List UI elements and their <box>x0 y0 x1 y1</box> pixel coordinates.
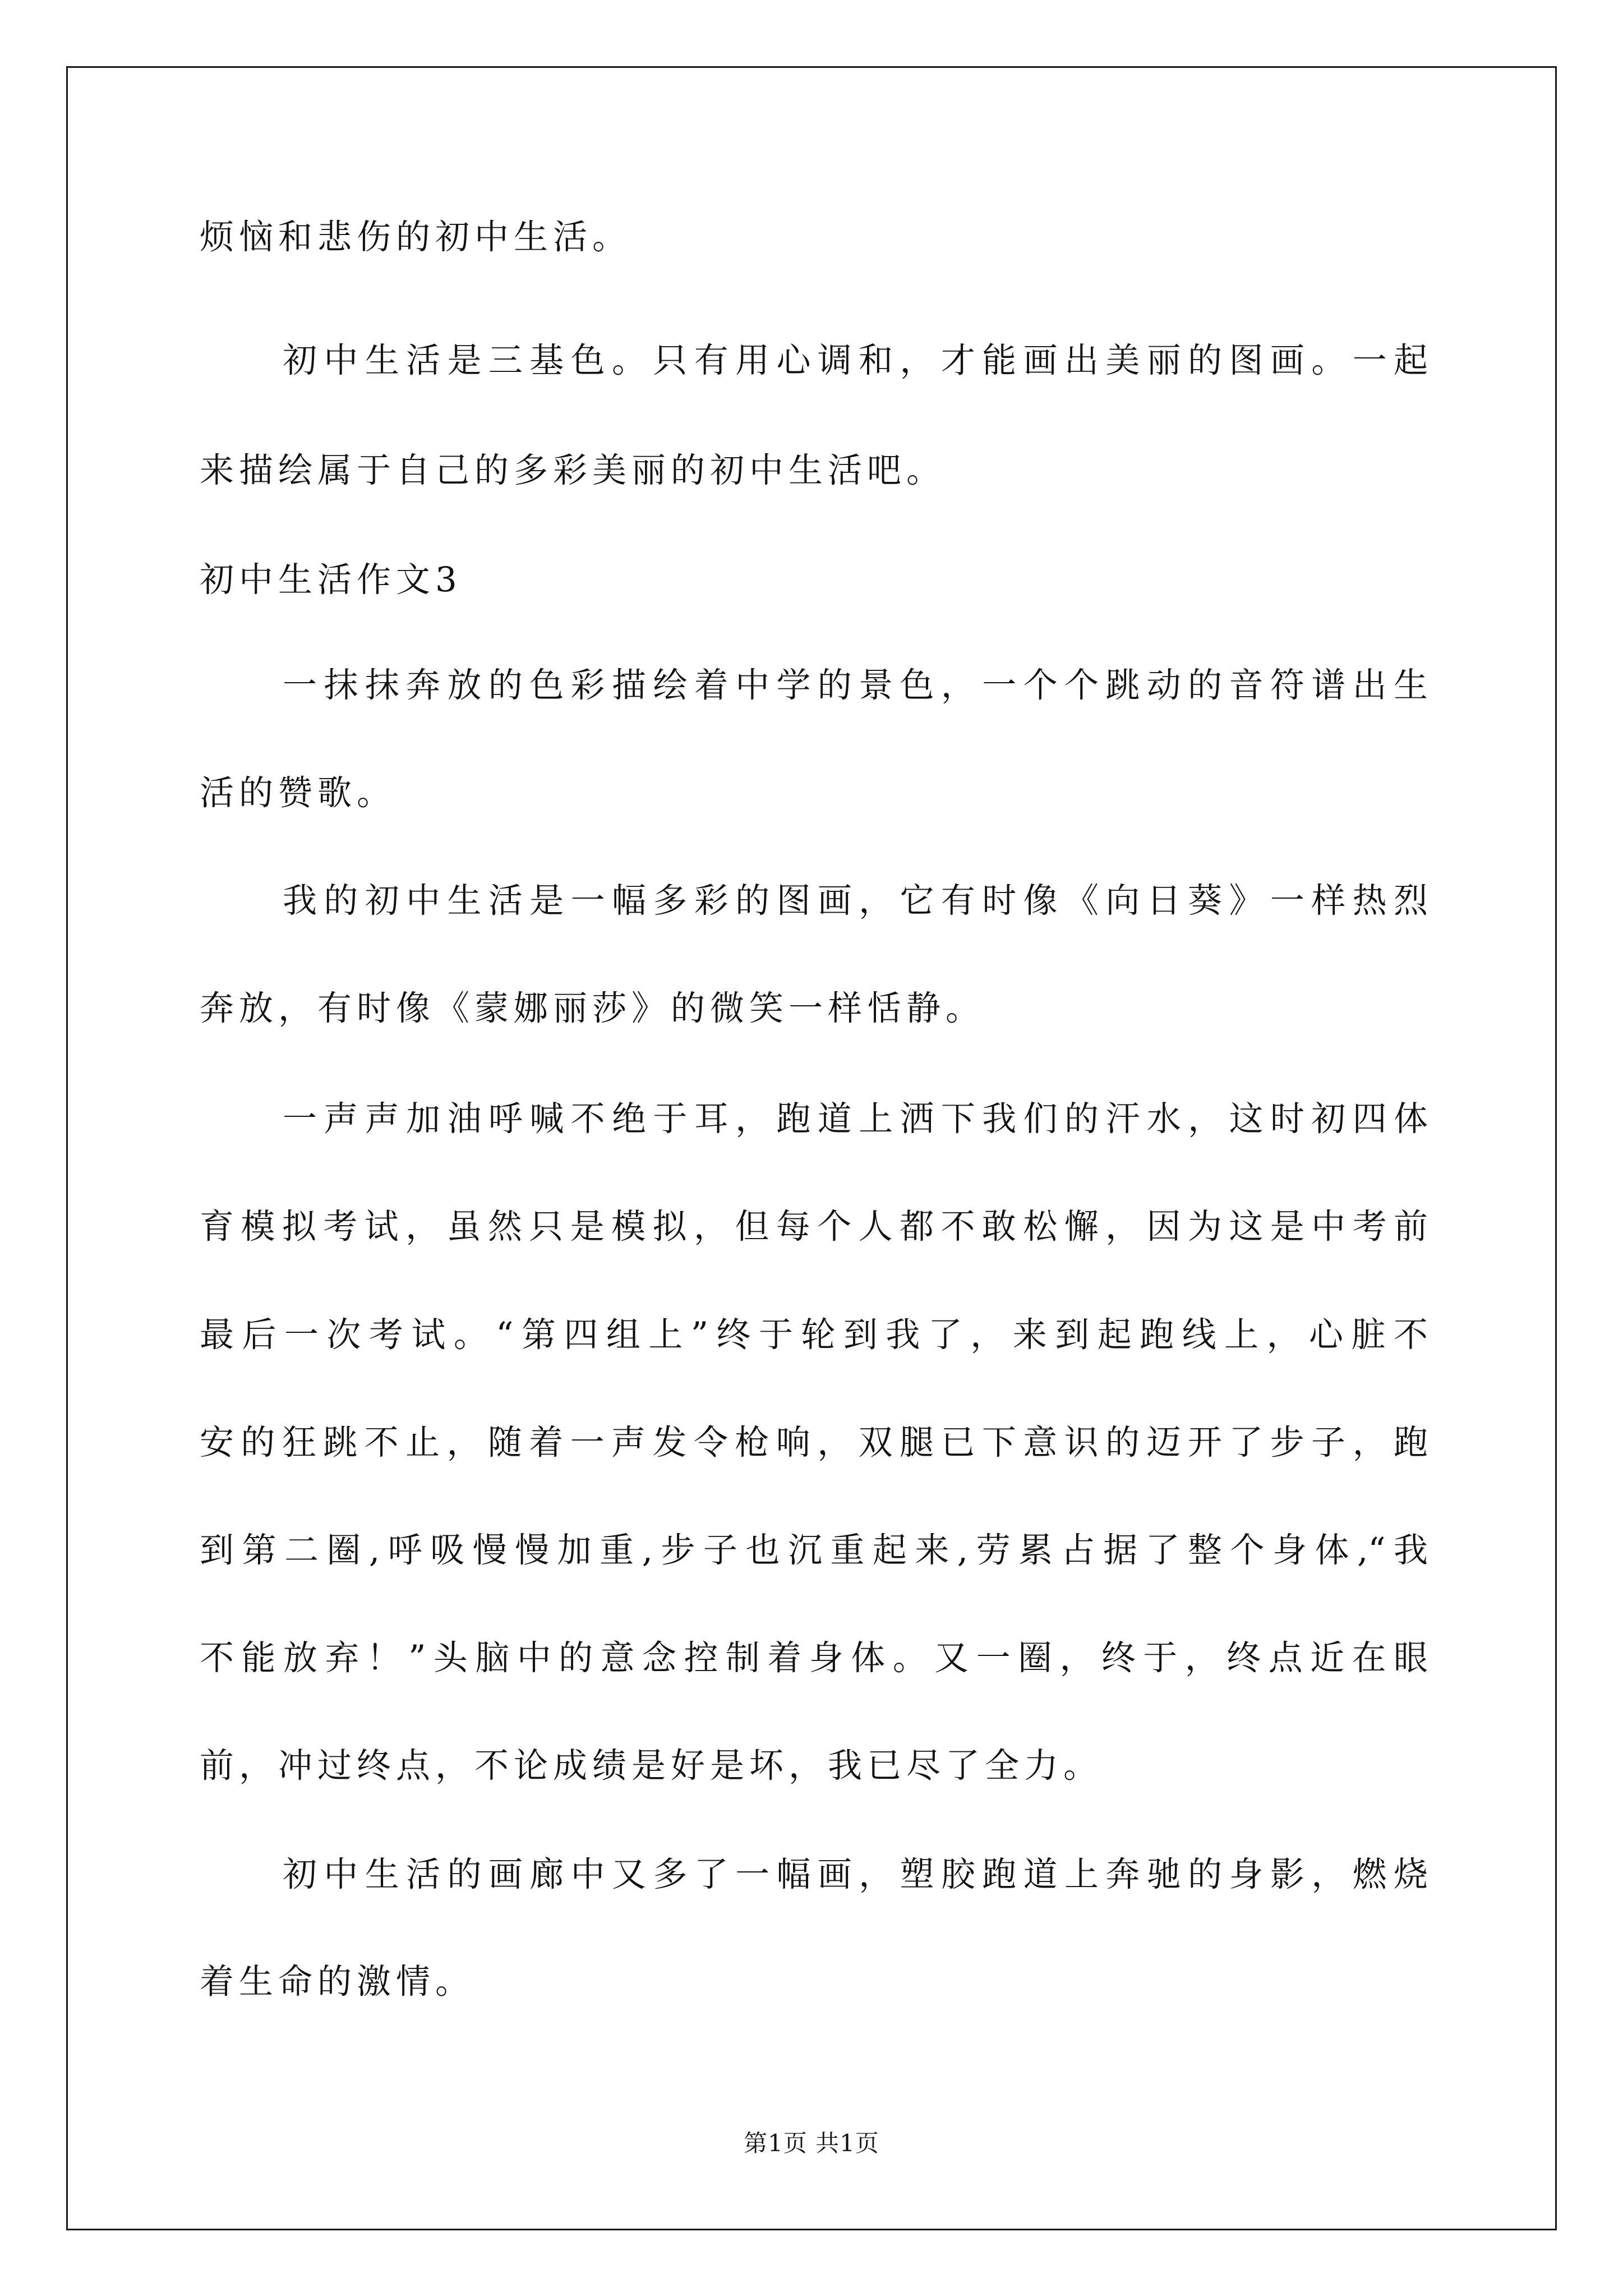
paragraph-line: 最后一次考试。“第四组上”终于轮到我了，来到起跑线上，心脏不 <box>200 1315 1428 1355</box>
paragraph-line: 育模拟考试，虽然只是模拟，但每个人都不敢松懈，因为这是中考前 <box>200 1207 1428 1246</box>
paragraph-line: 烦恼和悲伤的初中生活。 <box>200 217 632 257</box>
paragraph-line: 活的赞歌。 <box>200 773 396 813</box>
paragraph-line: 不能放弃！”头脑中的意念控制着身体。又一圈，终于，终点近在眼 <box>200 1638 1428 1678</box>
paragraph-line: 奔放，有时像《蒙娜丽莎》的微笑一样恬静。 <box>200 988 985 1028</box>
page-border <box>66 66 1557 2230</box>
paragraph-line: 初中生活的画廊中又多了一幅画，塑胶跑道上奔驰的身影，燃烧 <box>283 1855 1428 1894</box>
paragraph-line: 前，冲过终点，不论成绩是好是坏，我已尽了全力。 <box>200 1746 1103 1786</box>
paragraph-line: 到第二圈,呼吸慢慢加重,步子也沉重起来,劳累占据了整个身体,“我 <box>200 1530 1428 1570</box>
section-heading: 初中生活作文3 <box>200 560 462 600</box>
paragraph-line: 一声声加油呼喊不绝于耳，跑道上洒下我们的汗水，这时初四体 <box>283 1099 1428 1139</box>
page-footer: 第1页 共1页 <box>744 2129 879 2157</box>
paragraph-line: 初中生活是三基色。只有用心调和，才能画出美丽的图画。一起 <box>283 341 1428 380</box>
paragraph-line: 我的初中生活是一幅多彩的图画，它有时像《向日葵》一样热烈 <box>283 881 1428 921</box>
paragraph-line: 一抹抹奔放的色彩描绘着中学的景色，一个个跳动的音符谱出生 <box>283 665 1428 705</box>
paragraph-line: 来描绘属于自己的多彩美丽的初中生活吧。 <box>200 450 946 490</box>
paragraph-line: 着生命的激情。 <box>200 1962 475 2001</box>
paragraph-line: 安的狂跳不止，随着一声发令枪响，双腿已下意识的迈开了步子，跑 <box>200 1423 1428 1462</box>
